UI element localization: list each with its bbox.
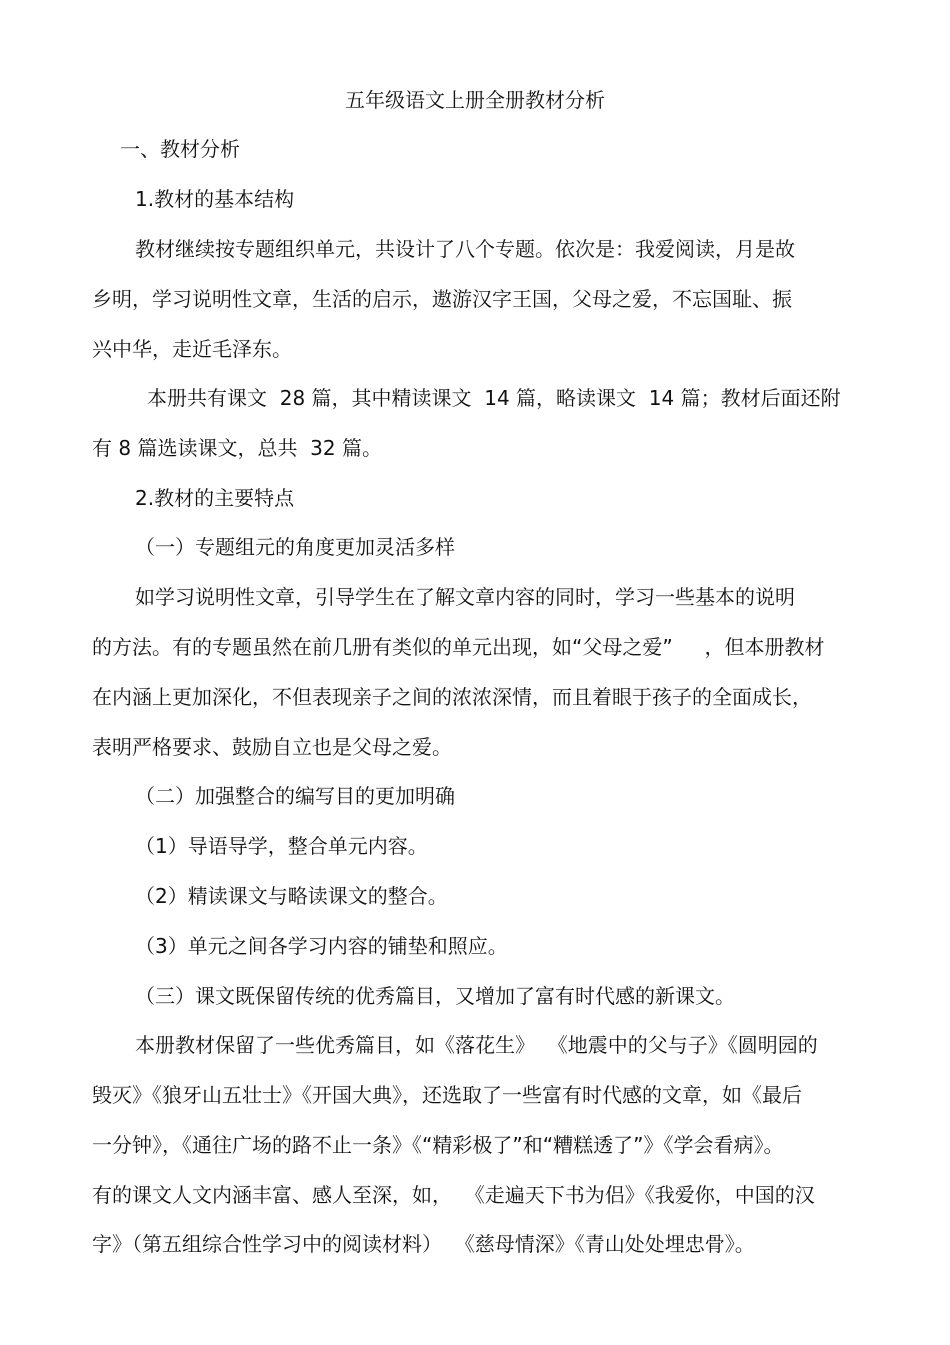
document-title: 五年级语文上册全册教材分析 bbox=[345, 88, 605, 112]
list-item: （2）精读课文与略读课文的整合。 bbox=[135, 884, 448, 908]
paragraph-line: 有 8 篇选读课文，总共 32 篇。 bbox=[92, 436, 382, 460]
list-item: （1）导语导学，整合单元内容。 bbox=[135, 834, 428, 858]
paragraph-line: 本册共有课文 28 篇，其中精读课文 14 篇，略读课文 14 篇；教材后面还附 bbox=[147, 386, 841, 410]
point-heading: （二）加强整合的编写目的更加明确 bbox=[135, 784, 455, 808]
paragraph-line: 教材继续按专题组织单元，共设计了八个专题。依次是：我爱阅读，月是故 bbox=[135, 237, 795, 261]
paragraph-line: 本册教材保留了一些优秀篇目，如《落花生》 《地震中的父与子》《圆明园的 bbox=[135, 1033, 818, 1057]
paragraph-line: 的方法。有的专题虽然在前几册有类似的单元出现，如“父母之爱” ，但本册教材 bbox=[92, 635, 825, 659]
point-heading: （一）专题组元的角度更加灵活多样 bbox=[135, 535, 455, 559]
point-heading: （三）课文既保留传统的优秀篇目，又增加了富有时代感的新课文。 bbox=[135, 984, 735, 1008]
subsection-heading-2: 2.教材的主要特点 bbox=[135, 486, 295, 510]
paragraph-line: 兴中华，走近毛泽东。 bbox=[92, 337, 292, 361]
paragraph-line: 毁灭》《狼牙山五壮士》《开国大典》，还选取了一些富有时代感的文章，如《最后 bbox=[92, 1083, 802, 1107]
paragraph-line: 表明严格要求、鼓励自立也是父母之爱。 bbox=[92, 735, 452, 759]
paragraph-line: 在内涵上更加深化，不但表现亲子之间的浓浓深情，而且着眼于孩子的全面成长， bbox=[92, 685, 812, 709]
paragraph-line: 如学习说明性文章，引导学生在了解文章内容的同时，学习一些基本的说明 bbox=[135, 585, 795, 609]
paragraph-line: 乡明，学习说明性文章，生活的启示，遨游汉字王国，父母之爱，不忘国耻、振 bbox=[92, 287, 792, 311]
paragraph-line: 有的课文人文内涵丰富、感人至深，如， 《走遍天下书为侣》《我爱你，中国的汉 bbox=[92, 1183, 815, 1207]
subsection-heading-1: 1.教材的基本结构 bbox=[135, 187, 295, 211]
paragraph-line: 一分钟》，《通往广场的路不止一条》《“精彩极了”和“糟糕透了”》《学会看病》。 bbox=[92, 1133, 784, 1157]
paragraph-line: 字》（第五组综合性学习中的阅读材料） 《慈母情深》《青山处处埋忠骨》。 bbox=[92, 1232, 755, 1256]
list-item: （3）单元之间各学习内容的铺垫和照应。 bbox=[135, 934, 508, 958]
section-heading-1: 一、教材分析 bbox=[120, 137, 240, 161]
